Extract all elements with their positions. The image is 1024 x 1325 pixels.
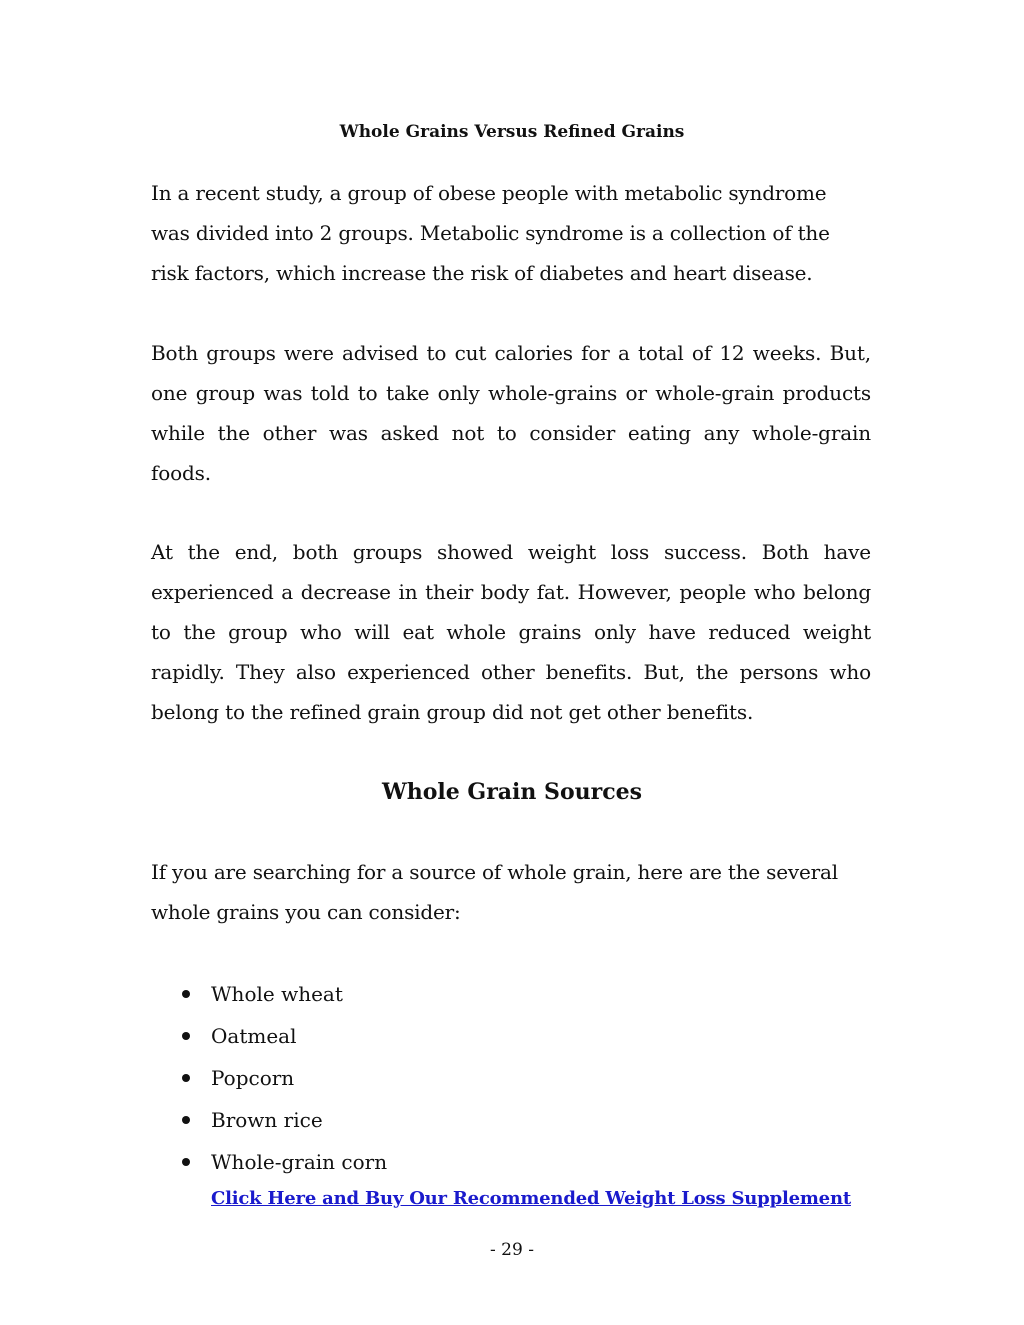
supplement-link[interactable]: Click Here and Buy Our Recommended Weight Loss Supplement [211,1188,851,1209]
list-item-label: Whole-grain corn [211,1150,388,1174]
section-heading: Whole Grains Versus Refined Grains [339,122,685,142]
bullet-icon [182,1116,190,1124]
paragraph: Both groups were advised to cut calories for a total of 12 weeks. But, one group was told to take only whole-grains or whole-grain products while the other was asked not to consider eating any whole-grain foods. [151,341,871,485]
paragraph: In a recent study, a group of obese people with metabolic syndrome was divided into 2 groups. Metabolic syndrome is a collection of the risk factors, which increase the risk of diabetes and heart disease. [151,181,830,285]
list-item-label: Oatmeal [211,1024,297,1048]
list-item [180,973,387,1015]
list-item [180,1141,387,1183]
bullet-icon [182,990,190,998]
page-number: - 29 - [490,1240,534,1260]
whole-grain-list [180,973,387,1183]
list-item-label: Whole wheat [211,982,343,1006]
list-item-label: Popcorn [211,1066,295,1090]
list-item [180,1099,387,1141]
section-heading: Whole Grain Sources [382,779,642,805]
bullet-icon [182,1032,190,1040]
list-item-label: Brown rice [211,1108,323,1132]
bullet-icon [182,1158,190,1166]
list-item [180,1015,387,1057]
list-item [180,1057,387,1099]
bullet-icon [182,1074,190,1082]
paragraph: At the end, both groups showed weight loss success. Both have experienced a decrease in their body fat. However, people who belong to the group who will eat whole grains only have reduced weight rapidly. They also experienced other benefits. But, the persons who belong to the refined grain group did not get other benefits. [151,540,871,724]
paragraph: If you are searching for a source of whole grain, here are the several whole grains you can consider: [151,860,838,924]
